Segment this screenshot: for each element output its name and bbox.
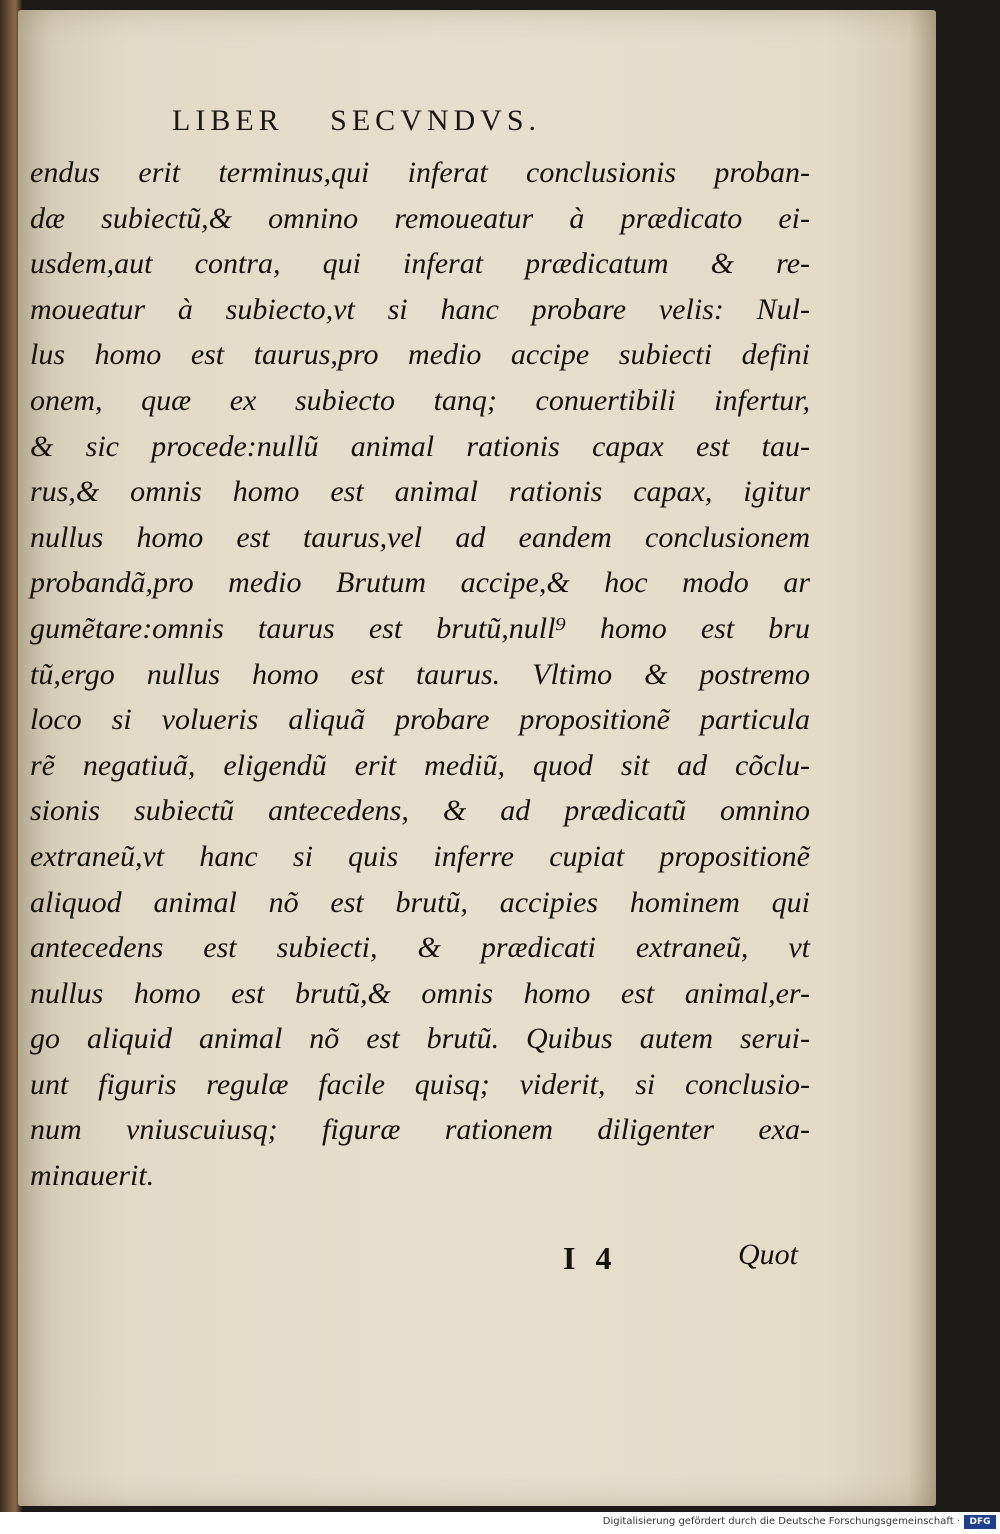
running-head-right: SECVNDVS.	[330, 104, 542, 137]
text-line: aliquod animal nõ est brutũ, accipies hominem qui	[30, 885, 810, 919]
text-line: antecedens est subiecti, & prædicati extraneũ, vt	[30, 931, 810, 965]
text-line: tũ,ergo nullus homo est taurus. Vltimo & postremo	[30, 657, 810, 691]
text-line: gumẽtare:omnis taurus est brutũ,null⁹ homo est bru	[30, 611, 810, 645]
dfg-logo-icon: DFG	[964, 1515, 996, 1529]
text-line: dæ subiectũ,& omnino remoueatur à prædicato ei-	[30, 201, 810, 235]
catchword: Quot	[738, 1238, 798, 1271]
text-line: nullus homo est brutũ,& omnis homo est animal,er-	[30, 976, 810, 1010]
running-head-left: LIBER	[172, 104, 284, 137]
text-line: usdem,aut contra, qui inferat prædicatum & re-	[30, 247, 810, 281]
text-line: probandã,pro medio Brutum accipe,& hoc modo ar	[30, 566, 810, 600]
text-line: nullus homo est taurus,vel ad eandem conclusionem	[30, 520, 810, 554]
text-line: & sic procede:nullũ animal rationis capax est tau-	[30, 429, 810, 463]
text-line: moueatur à subiecto,vt si hanc probare velis: Nul-	[30, 292, 810, 326]
funding-credit: Digitalisierung gefördert durch die Deutsche Forschungsgemeinschaft ·	[602, 1516, 960, 1527]
footer-bar	[0, 1512, 1000, 1534]
text-line: num vniuscuiusq; figuræ rationem diligenter exa-	[30, 1113, 810, 1147]
text-line: rus,& omnis homo est animal rationis capax, igitur	[30, 475, 810, 509]
text-line: endus erit terminus,qui inferat conclusionis proban-	[30, 156, 810, 189]
text-line: onem, quæ ex subiecto tanq; conuertibili infertur,	[30, 383, 810, 417]
text-line: minauerit.	[30, 1159, 155, 1193]
text-line: rẽ negatiuã, eligendũ erit mediũ, quod sit ad cõclu-	[30, 748, 810, 782]
text-line: loco si volueris aliquã probare propositionẽ particula	[30, 703, 810, 737]
running-head	[172, 104, 541, 138]
text-line: sionis subiectũ antecedens, & ad prædicatũ omnino	[30, 794, 810, 828]
body-text	[30, 150, 810, 1199]
text-line: lus homo est taurus,pro medio accipe subiecti defini	[30, 338, 810, 372]
text-line: unt figuris regulæ facile quisq; viderit, si conclusio-	[30, 1067, 810, 1101]
text-line: extraneũ,vt hanc si quis inferre cupiat propositionẽ	[30, 839, 810, 873]
text-line: go aliquid animal nõ est brutũ. Quibus autem serui-	[30, 1022, 810, 1056]
signature-mark: I 4	[563, 1240, 618, 1276]
